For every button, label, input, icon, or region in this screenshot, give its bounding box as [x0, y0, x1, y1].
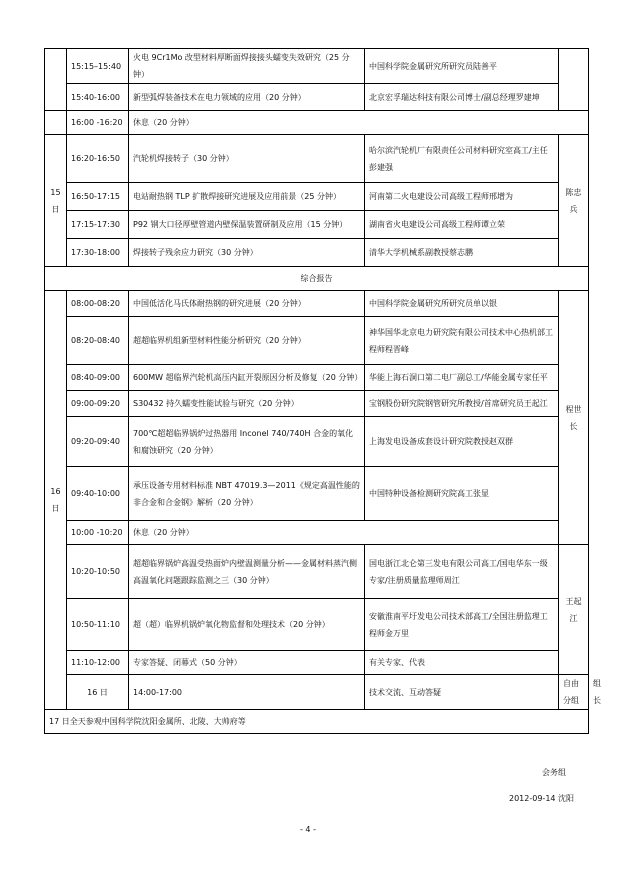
speaker-cell: 清华大学机械系副教授蔡志鹏: [365, 239, 559, 267]
topic-cell: 专家答疑、闭幕式（50 分钟）: [129, 651, 365, 675]
table-row: [45, 267, 589, 291]
time-cell: 09:40-10:00: [67, 467, 129, 521]
schedule-table: [44, 48, 601, 734]
speaker-cell: 中国科学院金属研究所研究员陆善平: [365, 49, 559, 84]
table-row: [45, 521, 589, 545]
speaker-cell: 河南第二火电建设公司高级工程师邢增为: [365, 183, 559, 211]
table-row: [45, 291, 589, 317]
speaker-cell: 国电浙江北仑第三发电有限公司高工/国电华东一级专家/注册质量监理师周江: [365, 545, 559, 599]
time-cell: 08:20-08:40: [67, 317, 129, 365]
speaker-cell: 宝钢股份研究院钢管研究所教授/首席研究员王起江: [365, 391, 559, 417]
topic-cell: 600MW 超临界汽轮机高压内缸开裂原因分析及修复（20 分钟）: [129, 365, 365, 391]
table-row: [45, 417, 589, 467]
speaker-cell: 北京宏孚瑞达科技有限公司博士/副总经理罗建坤: [365, 84, 559, 111]
topic-cell: 休息（20 分钟）: [129, 521, 559, 545]
table-row: [45, 183, 589, 211]
day-cell: 16 日: [67, 675, 129, 710]
speaker-cell: 中国科学院金属研究所研究员单以银: [365, 291, 559, 317]
time-cell: 11:10-12:00: [67, 651, 129, 675]
speaker-cell: 中国特种设备检测研究院高工张显: [365, 467, 559, 521]
speaker-cell: 华能上海石洞口第二电厂副总工/华能金属专家任平: [365, 365, 559, 391]
date-place: 2012-09-14 沈阳: [509, 794, 575, 803]
day-cell-empty: [45, 49, 67, 111]
table-row: [45, 317, 589, 365]
time-cell: 17:30-18:00: [67, 239, 129, 267]
topic-cell: P92 钢大口径厚壁管道内壁保温装置研制及应用（15 分钟）: [129, 211, 365, 239]
time-cell: 10:20-10:50: [67, 545, 129, 599]
speaker-cell: 哈尔滨汽轮机厂有限责任公司材料研究室高工/主任彭建强: [365, 135, 559, 183]
time-cell: 09:20-09:40: [67, 417, 129, 467]
topic-cell: 超超临界锅炉高温受热面炉内壁温测量分析——金属材料蒸汽侧高温氧化问题跟踪监测之三（30 分钟）: [129, 545, 365, 599]
table-row: [45, 467, 589, 521]
topic-cell: 新型弧焊装备技术在电力领域的应用（20 分钟）: [129, 84, 365, 111]
day-cell: 16 日: [45, 291, 67, 710]
table-row: [45, 84, 589, 111]
table-row: 16 日 14:00-17:00 技术交流、互动答疑 自由分组 组长: [45, 675, 589, 710]
speaker-cell: 有关专家、代表: [365, 651, 559, 675]
table-row: [45, 391, 589, 417]
time-cell: 08:00-08:20: [67, 291, 129, 317]
time-cell: 14:00-17:00: [129, 675, 365, 710]
topic-cell: 承压设备专用材料标准 NBT 47019.3—2011《规定高温性能的非合金和合金钢》解析（20 分钟）: [129, 467, 365, 521]
topic-cell: S30432 持久蠕变性能试验与研究（20 分钟）: [129, 391, 365, 417]
chair-cell-empty: [559, 49, 589, 111]
topic-cell: 休息（20 分钟）: [129, 111, 589, 135]
speaker-cell: 神华国华北京电力研究院有限公司技术中心热机部工程师程晋峰: [365, 317, 559, 365]
organizer-label: 会务组: [542, 768, 566, 777]
time-cell: 10:00 -10:20: [67, 521, 129, 545]
page-number: - 4 -: [300, 825, 316, 834]
chair-cell: 王起江: [559, 545, 589, 675]
table-row: [45, 135, 589, 183]
speaker-cell: 安徽淮南平圩发电公司技术部高工/全国注册监理工程师金万里: [365, 599, 559, 651]
topic-cell: 中国低活化马氏体耐热钢的研究进展（20 分钟）: [129, 291, 365, 317]
time-cell: 15:15–15:40: [67, 49, 129, 84]
table-row: [45, 710, 589, 734]
time-cell: 17:15-17:30: [67, 211, 129, 239]
chair-cell: 程世长: [559, 291, 589, 545]
time-cell: 16:20-16:50: [67, 135, 129, 183]
table-row: [45, 49, 589, 84]
topic-cell: 汽轮机焊接转子（30 分钟）: [129, 135, 365, 183]
speaker-cell: 自由分组: [559, 675, 589, 710]
chair-cell: 陈忠兵: [559, 135, 589, 267]
section-header: 综合报告: [45, 267, 589, 291]
table-row: [45, 599, 589, 651]
table-row: [45, 111, 589, 135]
topic-cell: 超超临界机组新型材料性能分析研究（20 分钟）: [129, 317, 365, 365]
topic-cell: 700℃超超临界锅炉过热器用 Inconel 740/740H 合金的氧化和腐蚀研究（20 分钟）: [129, 417, 365, 467]
topic-cell: 超（超）临界机锅炉氧化物监督和处理技术（20 分钟）: [129, 599, 365, 651]
time-cell: 10:50-11:10: [67, 599, 129, 651]
speaker-cell: 上海发电设备成套设计研究院教授赵双群: [365, 417, 559, 467]
topic-cell: 技术交流、互动答疑: [365, 675, 559, 710]
day-cell-empty: [45, 111, 67, 135]
time-cell: 16:00 -16:20: [67, 111, 129, 135]
table-row: [45, 211, 589, 239]
time-cell: 15:40-16:00: [67, 84, 129, 111]
topic-cell: 火电 9Cr1Mo 改型材料厚断面焊接接头蠕变失效研究（25 分钟）: [129, 49, 365, 84]
table-row: [45, 365, 589, 391]
time-cell: 09:00-09:20: [67, 391, 129, 417]
table-row: [45, 545, 589, 599]
speaker-cell: 湖南省火电建设公司高级工程师谭立荣: [365, 211, 559, 239]
table-row: [45, 239, 589, 267]
topic-cell: 电站耐热钢 TLP 扩散焊接研究进展及应用前景（25 分钟）: [129, 183, 365, 211]
time-cell: 16:50-17:15: [67, 183, 129, 211]
time-cell: 08:40-09:00: [67, 365, 129, 391]
day-cell: 15 日: [45, 135, 67, 267]
visit-note: 17 日全天参观中国科学院沈阳金属所、北陵、大帅府等: [45, 710, 589, 734]
topic-cell: 焊接转子残余应力研究（30 分钟）: [129, 239, 365, 267]
table-row: [45, 651, 589, 675]
